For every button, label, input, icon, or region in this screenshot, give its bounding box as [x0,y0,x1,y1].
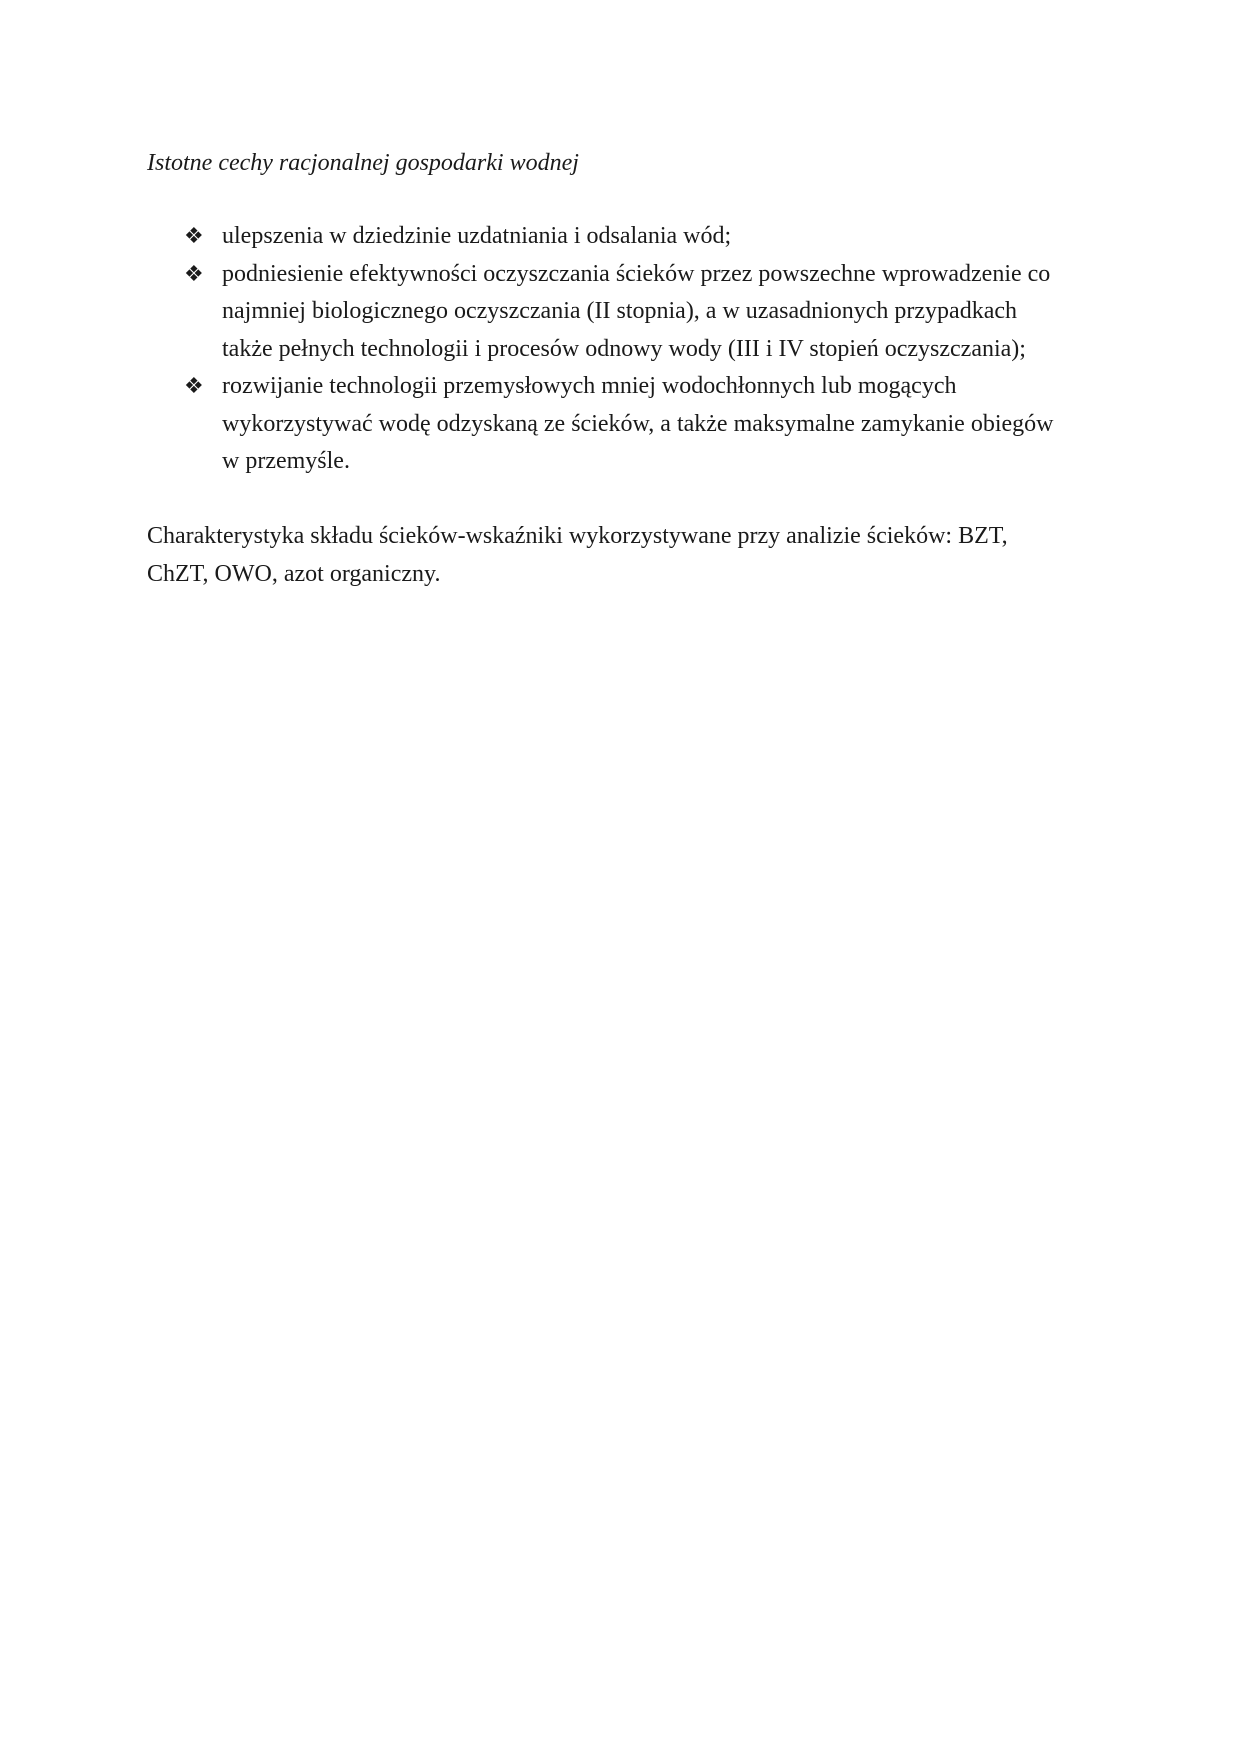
bullet-text-line: w przemyśle. [222,448,350,474]
diamond-bullet-icon: ❖ [184,374,204,399]
bullet-text-line: podniesienie efektywności oczyszczania ścieków przez powszechne wprowadzenie co [222,260,1051,287]
list-item [184,368,1114,481]
list-item [184,256,1114,369]
diamond-bullet-icon: ❖ [184,261,204,287]
bullet-text-line: ulepszenia w dziedzinie uzdatniania i odsalania wód; [222,223,732,249]
bullet-text-line: rozwijanie technologii przemysłowych mniej wodochłonnych lub mogących [222,373,957,399]
section-heading: Istotne cechy racjonalnej gospodarki wodnej [147,150,579,176]
bullet-text-line: także pełnych technologii i procesów odnowy wody (III i IV stopień oczyszczania); [222,335,1026,362]
list-item [184,218,1114,256]
bullet-list [184,218,1114,481]
bullet-text-line: wykorzystywać wodę odzyskaną ze ścieków, a także maksymalne zamykanie obiegów [222,410,1054,437]
paragraph-line: Charakterystyka składu ścieków-wskaźniki wykorzystywane przy analizie ścieków: BZT, [147,523,1008,549]
bullet-text-line: najmniej biologicznego oczyszczania (II stopnia), a w uzasadnionych przypadkach [222,298,1018,324]
diamond-bullet-icon: ❖ [184,224,204,249]
paragraph-line: ChZT, OWO, azot organiczny. [147,561,441,587]
body-paragraph [147,517,1107,593]
